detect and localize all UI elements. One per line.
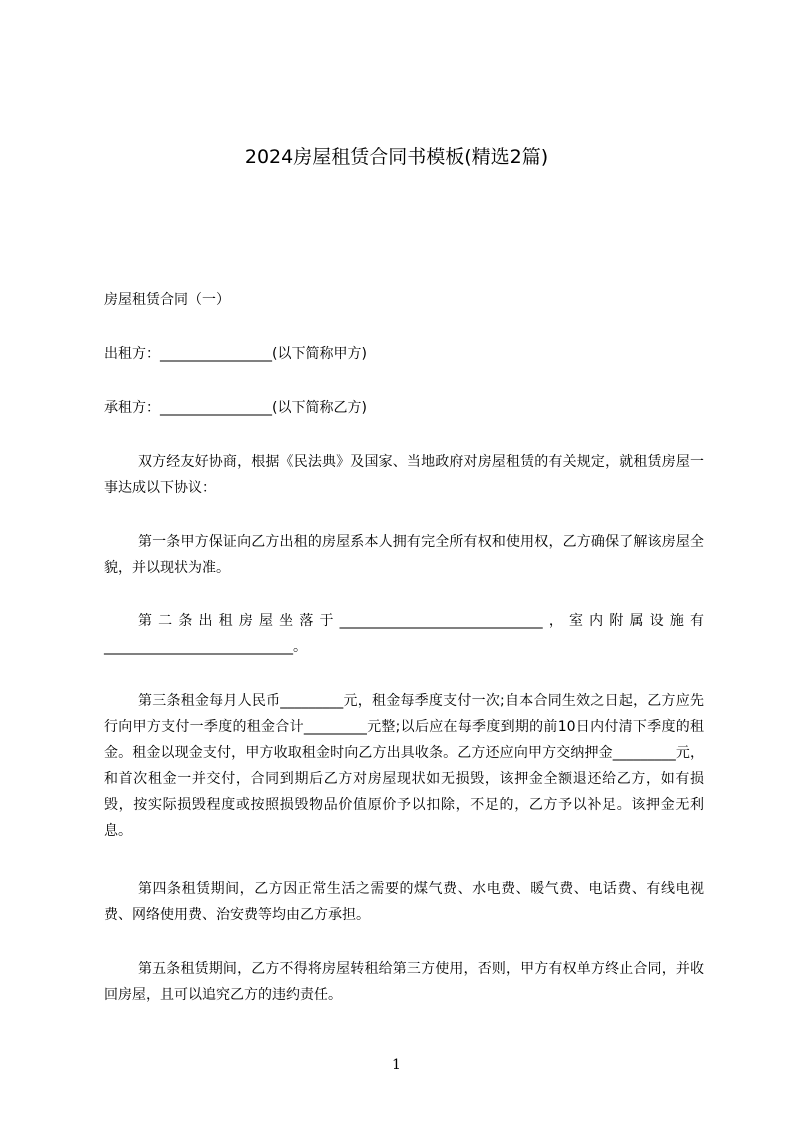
article-3-paragraph: 第三条租金每月人民币_________元，租金每季度支付一次;自本合同生效之日起，乙方应先行向甲方支付一季度的租金合计_________元整;以后应在每季度到期的前10日内付清下季度的租金。租金以现金支付，甲方收取租金时向乙方出具收条。乙方还应向甲方交纳押金_________元，和首次租金一并交付，合同到期后乙方对房屋现状如无损毁，该押金全额退还给乙方，如有损毁，按实际损毁程度或按照损毁物品价值原价予以扣除，不足的，乙方予以补足。该押金无利息。: [104, 693, 704, 839]
article-4-paragraph: 第四条租赁期间，乙方因正常生活之需要的煤气费、水电费、暖气费、电话费、有线电视费、网络使用费、治安费等均由乙方承担。: [104, 881, 704, 923]
article-1-paragraph: 第一条甲方保证向乙方出租的房屋系本人拥有完全所有权和使用权，乙方确保了解该房屋全貌，并以现状为准。: [104, 534, 704, 576]
article-5-paragraph: 第五条租赁期间，乙方不得将房屋转租给第三方使用，否则，甲方有权单方终止合同，并收回房屋，且可以追究乙方的违约责任。: [104, 961, 704, 1003]
document-title: 2024房屋租赁合同书模板(精选2篇): [244, 146, 549, 168]
lessee-line: 承租方：________________(以下简称乙方): [104, 400, 367, 416]
page-number: 1: [392, 1057, 401, 1073]
section-heading: 房屋租赁合同（一）: [104, 292, 230, 308]
intro-paragraph: 双方经友好协商，根据《民法典》及国家、当地政府对房屋租赁的有关规定，就租赁房屋一事达成以下协议：: [104, 454, 704, 496]
lessor-line: 出租方：________________(以下简称甲方): [104, 346, 367, 362]
article-2-paragraph: 第二条出租房屋坐落于_____________________________，室内附属设施有___________________________。: [104, 613, 704, 655]
